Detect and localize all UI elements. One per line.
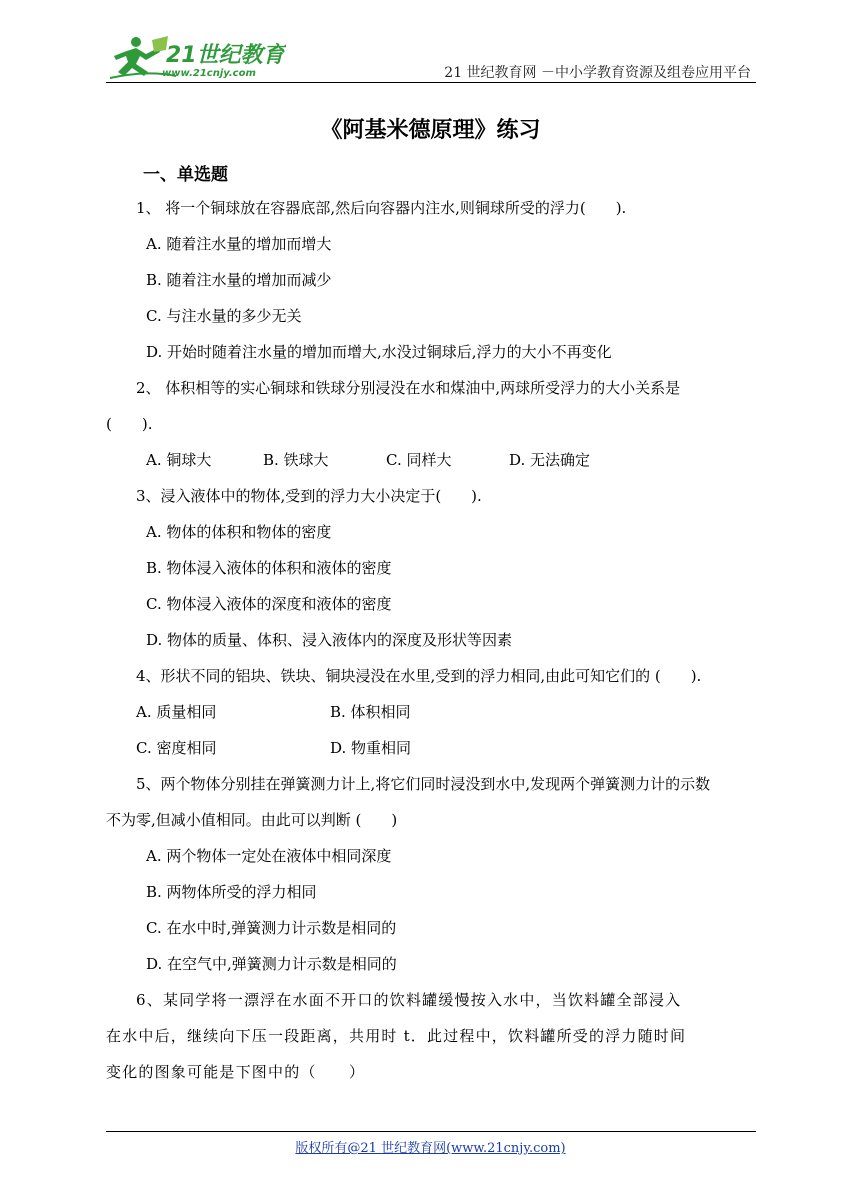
q2-stem: 2、 体积相等的实心铜球和铁球分别浸没在水和煤油中,两球所受浮力的大小关系是	[136, 379, 681, 397]
logo[interactable]	[106, 34, 286, 82]
q6-stem: 6、某同学将一漂浮在水面不开口的饮料罐缓慢按入水中，当饮料罐全部浸入	[136, 991, 682, 1009]
site-tagline: 21 世纪教育网 －中小学教育资源及组卷应用平台	[444, 65, 751, 81]
q4-option-a[interactable]: A. 质量相同	[136, 703, 217, 721]
q3-option-d[interactable]: D. 物体的质量、体积、浸入液体内的深度及形状等因素	[146, 631, 513, 649]
q5-stem-cont: 不为零,但减小值相同。由此可以判断 ( )	[106, 811, 398, 829]
q4-option-b[interactable]: B. 体积相同	[330, 703, 411, 721]
q4-option-d[interactable]: D. 物重相同	[330, 739, 412, 757]
q3-option-b[interactable]: B. 物体浸入液体的体积和液体的密度	[146, 559, 392, 577]
q2-option-d[interactable]: D. 无法确定	[509, 451, 591, 469]
q5-option-d[interactable]: D. 在空气中,弹簧测力计示数是相同的	[146, 955, 397, 973]
page-title: 《阿基米德原理》练习	[320, 118, 541, 143]
q1-option-d[interactable]: D. 开始时随着注水量的增加而增大,水没过铜球后,浮力的大小不再变化	[146, 343, 612, 361]
footer-divider	[106, 1131, 756, 1132]
q3-stem: 3、浸入液体中的物体,受到的浮力大小决定于( ).	[136, 487, 482, 505]
q3-option-a[interactable]: A. 物体的体积和物体的密度	[146, 523, 332, 541]
q5-stem: 5、两个物体分别挂在弹簧测力计上,将它们同时浸没到水中,发现两个弹簧测力计的示数	[136, 775, 711, 793]
section-heading: 一、单选题	[143, 165, 228, 185]
q1-option-c[interactable]: C. 与注水量的多少无关	[146, 307, 302, 325]
footer-copyright-link[interactable]: 版权所有@21 世纪教育网(www.21cnjy.com)	[295, 1141, 566, 1156]
q3-option-c[interactable]: C. 物体浸入液体的深度和液体的密度	[146, 595, 392, 613]
q2-option-b[interactable]: B. 铁球大	[263, 451, 329, 469]
header-divider	[106, 82, 756, 83]
q2-stem-cont: ( ).	[106, 415, 153, 433]
logo-url: www.21cnjy.com	[162, 68, 256, 79]
q5-option-c[interactable]: C. 在水中时,弹簧测力计示数是相同的	[146, 919, 397, 937]
q2-option-a[interactable]: A. 铜球大	[146, 451, 212, 469]
logo-text: 21世纪教育	[166, 43, 285, 68]
q1-stem: 1、 将一个铜球放在容器底部,然后向容器内注水,则铜球所受的浮力( ).	[136, 199, 627, 217]
q1-option-a[interactable]: A. 随着注水量的增加而增大	[146, 235, 332, 253]
q5-option-a[interactable]: A. 两个物体一定处在液体中相同深度	[146, 847, 392, 865]
q5-option-b[interactable]: B. 两物体所受的浮力相同	[146, 883, 317, 901]
q1-option-b[interactable]: B. 随着注水量的增加而减少	[146, 271, 332, 289]
q2-option-c[interactable]: C. 同样大	[386, 451, 452, 469]
q6-stem-cont2: 变化的图象可能是下图中的（ ）	[106, 1063, 366, 1081]
q6-stem-cont: 在水中后，继续向下压一段距离，共用时 t．此过程中，饮料罐所受的浮力随时间	[106, 1027, 687, 1045]
q4-option-c[interactable]: C. 密度相同	[136, 739, 217, 757]
page-header	[0, 0, 861, 90]
q4-stem: 4、形状不同的铝块、铁块、铜块浸没在水里,受到的浮力相同,由此可知它们的 ( ).	[136, 667, 702, 685]
